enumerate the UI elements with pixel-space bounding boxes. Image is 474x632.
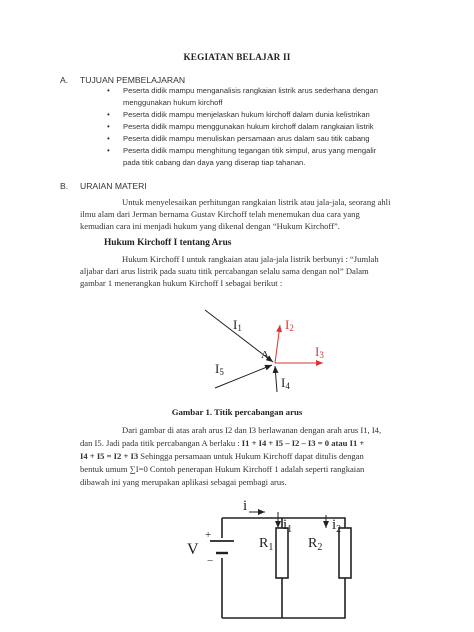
section-a-title: TUJUAN PEMBELAJARAN bbox=[80, 75, 186, 85]
law-line: aljabar dari arus listrik pada suatu titik percabangan selalu sama dengan nol” Dalam bbox=[80, 266, 369, 276]
section-b-heading bbox=[60, 181, 147, 191]
label-r1: $R_1$ bbox=[259, 536, 274, 553]
kirchhoff-equation: I1 + I4 + I5 – I2 – I3 = 0 atau I1 + bbox=[241, 438, 365, 448]
label-i5: I5 bbox=[215, 361, 224, 377]
label-i2: $i_2$ bbox=[332, 517, 342, 535]
bullet-icon: • bbox=[107, 86, 110, 95]
label-node-a: A bbox=[261, 349, 269, 361]
law-line: Hukum Kirchoff I untuk rangkaian atau jala-jala listrik berbunyi : “Jumlah bbox=[122, 254, 379, 264]
bullet-icon: • bbox=[107, 110, 110, 119]
battery-minus: − bbox=[207, 555, 214, 567]
page-title: KEGIATAN BELAJAR II bbox=[183, 52, 291, 62]
wire-i4 bbox=[275, 366, 277, 392]
intro-line: Untuk menyelesaikan perhitungan rangkaian listrik atau jala-jala, seorang ahli bbox=[122, 197, 391, 207]
label-i4: I4 bbox=[281, 375, 290, 391]
intro-line: kemudian cara ini menjadi hukum yang dikenal dengan “Hukum Kirchoff”. bbox=[80, 221, 340, 231]
list-item: • Peserta didik mampu menjelaskan hukum kirchoff dalam dunia kelistrikan bbox=[107, 110, 370, 119]
law-line: gambar 1 menerangkan hukum Kirchoff I sebagai berikut : bbox=[80, 278, 283, 288]
label-i1: I1 bbox=[233, 317, 242, 333]
bullet-icon: • bbox=[107, 134, 110, 143]
label-i: i bbox=[243, 498, 248, 514]
list-item: • Peserta didik mampu menganalisis rangkaian listrik arus sederhana dengan bbox=[107, 86, 378, 95]
list-item: • Peserta didik mampu menghitung tegangan titik simpul, arus yang mengalir bbox=[107, 146, 377, 155]
label-i2: I2 bbox=[285, 317, 294, 333]
resistor-r1 bbox=[276, 528, 288, 578]
section-b-letter: B. bbox=[60, 181, 69, 191]
section-a-heading bbox=[60, 75, 185, 85]
figure-caption: Gambar 1. Titik percabangan arus bbox=[171, 407, 303, 417]
bullet-icon: • bbox=[107, 122, 110, 131]
wire-i2 bbox=[275, 325, 280, 363]
explanation-line: dibawah ini yang merupakan aplikasi sebagai pembagi arus. bbox=[80, 477, 287, 487]
intro-line: ilmu alam dari Jerman bernama Gustav Kirchoff telah menemukan dua cara yang bbox=[80, 209, 360, 219]
kirchhoff-equation: I4 + I5 = I2 + I3 bbox=[80, 451, 139, 461]
subheading: Hukum Kirchoff I tentang Arus bbox=[104, 238, 232, 248]
explanation-line: bentuk umum ∑I=0 Contoh penerapan Hukum Kirchoff 1 adalah seperti rangkaian bbox=[80, 464, 365, 474]
resistor-r2 bbox=[339, 528, 351, 578]
explanation-line: dan I5. Jadi pada titik percabangan A berlaku : I1 + I4 + I5 – I2 – I3 = 0 atau I1 + bbox=[80, 438, 365, 448]
section-b-title: URAIAN MATERI bbox=[80, 181, 147, 191]
junction-figure bbox=[195, 300, 345, 400]
explanation-line: Dari gambar di atas arah arus I2 dan I3 berlawanan dengan arah arus I1, I4, bbox=[122, 425, 382, 435]
current-divider-circuit bbox=[185, 498, 360, 623]
label-i3: I3 bbox=[315, 344, 324, 360]
list-item-continuation: pada titik cabang dan daya yang diserap tiap tahanan. bbox=[123, 158, 306, 167]
list-item-continuation: menggunakan hukum kirchoff bbox=[123, 98, 223, 107]
explanation-line: I4 + I5 = I2 + I3 Sehingga persamaan untuk Hukum Kirchoff dapat ditulis dengan bbox=[80, 451, 364, 461]
section-a-letter: A. bbox=[60, 75, 69, 85]
battery-plus: + bbox=[205, 529, 212, 541]
voltage-label: V bbox=[187, 541, 199, 558]
label-i1: $i_1$ bbox=[283, 517, 293, 535]
list-item: • Peserta didik mampu menggunakan hukum kirchoff dalam rangkaian listrik bbox=[107, 122, 374, 131]
list-item: • Peserta didik mampu menuliskan persamaan arus dalam sau titik cabang bbox=[107, 134, 370, 143]
label-r2: $R_2$ bbox=[308, 536, 323, 553]
bullet-icon: • bbox=[107, 146, 110, 155]
